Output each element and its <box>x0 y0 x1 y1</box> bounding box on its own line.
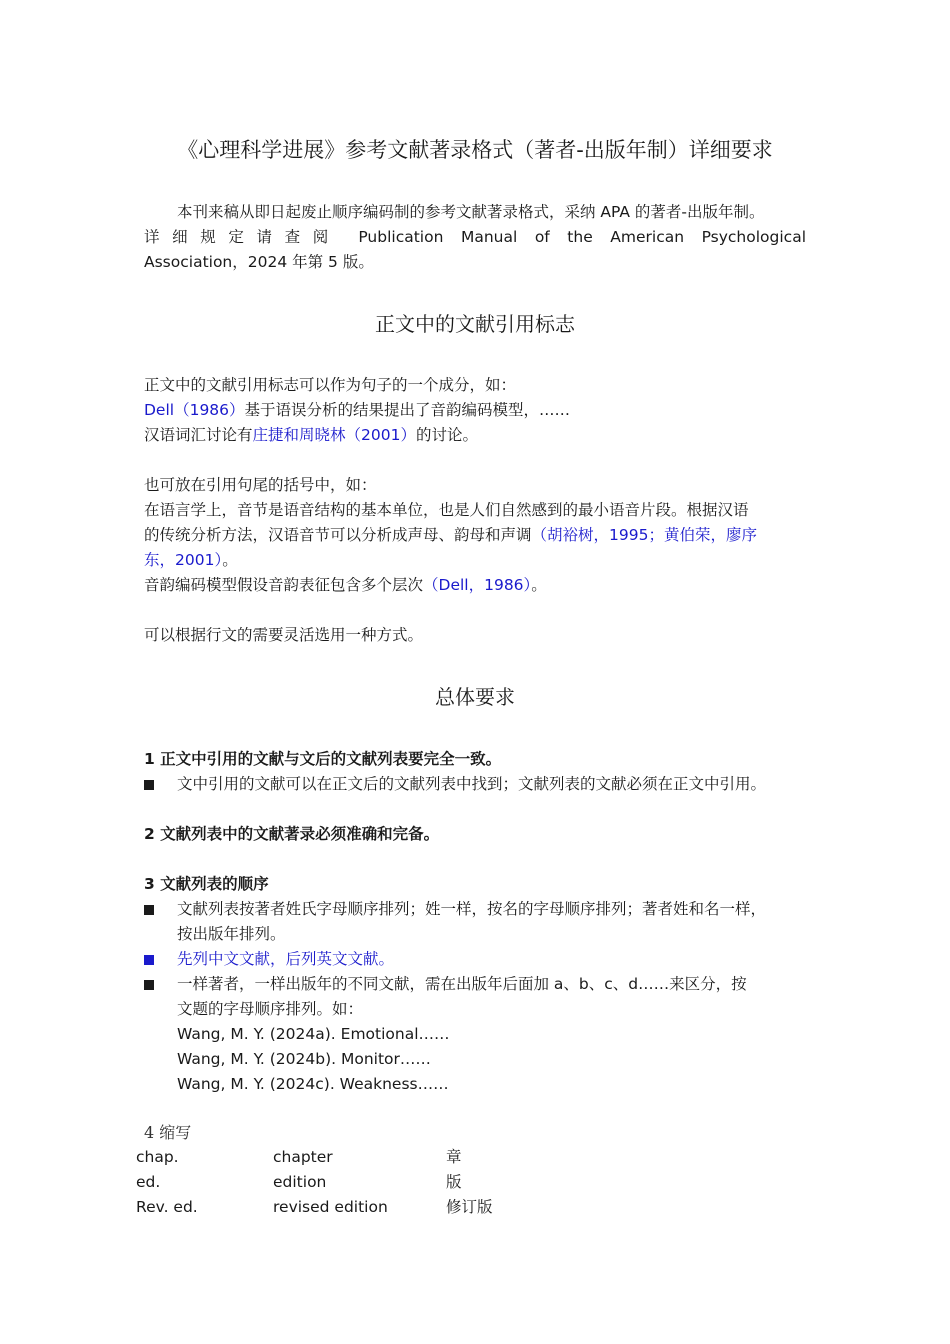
citation-hu-huang-liao-cont: 东，2001） <box>144 551 223 569</box>
example-2 <box>144 423 814 448</box>
example-2-prefix: 汉语词汇讨论有 <box>144 426 253 444</box>
example-1-text: 基于语误分析的结果提出了音韵编码模型，…… <box>244 401 571 419</box>
example-2-text: 的讨论。 <box>415 426 478 444</box>
citation-dell-1986-paren: （Dell，1986） <box>423 576 532 594</box>
abbreviation-chinese: 章 <box>446 1148 462 1166</box>
item-3-title: 3 文献列表的顺序 <box>144 875 269 893</box>
item-2-title: 2 文献列表中的文献著录必须准确和完备。 <box>144 825 440 843</box>
abbreviations-heading: 4 缩写 <box>144 1123 192 1142</box>
item-3-bullet-3 <box>144 972 814 997</box>
example-reference: Wang, M. Y. (2024a). Emotional…… <box>177 1025 450 1043</box>
square-bullet-icon <box>144 780 154 790</box>
section-heading-general: 总体要求 <box>435 685 515 709</box>
example-4 <box>144 573 814 598</box>
in-paren-intro: 也可放在引用句尾的括号中，如： <box>144 476 377 494</box>
general-section-body <box>144 747 814 1097</box>
intro-line-2: 详细规定请查阅 Publication Manual of the American Psychological <box>144 228 806 246</box>
example-3-line-1: 在语言学上，音节是语音结构的基本单位，也是人们自然感到的最小语音片段。根据汉语 <box>144 501 749 519</box>
as-component-intro: 正文中的文献引用标志可以作为句子的一个成分，如： <box>144 376 517 394</box>
abbreviation-chinese: 版 <box>446 1173 462 1191</box>
abbreviation-full: revised edition <box>273 1198 388 1216</box>
example-reference: Wang, M. Y. (2024c). Weakness…… <box>177 1075 449 1093</box>
item-3-bullet-3-cont <box>144 997 814 1022</box>
item-3-bullet-2 <box>144 947 814 972</box>
square-bullet-icon <box>144 955 154 965</box>
example-3-line-2 <box>144 523 814 548</box>
flex-note: 可以根据行文的需要灵活选用一种方式。 <box>144 626 424 644</box>
bullet-text: 按出版年排列。 <box>177 925 286 943</box>
citation-zhuang-zhou-2001: 庄捷和周晓林（2001） <box>252 426 416 444</box>
citation-hu-huang-liao: （胡裕树，1995；黄伯荣，廖序 <box>531 526 757 544</box>
intro-line-1: 本刊来稿从即日起废止顺序编码制的参考文献著录格式，采纳 APA 的著者-出版年制。 <box>177 203 765 221</box>
example-4-text: 音韵编码模型假设音韵表征包含多个层次 <box>144 576 424 594</box>
bullet-text: 文中引用的文献可以在正文后的文献列表中找到；文献列表的文献必须在正文中引用。 <box>177 775 767 793</box>
abbreviation: chap. <box>136 1148 179 1166</box>
square-bullet-icon <box>144 980 154 990</box>
citation-section-body <box>144 373 814 648</box>
item-3-example-3 <box>144 1072 814 1097</box>
abbreviation-full: chapter <box>273 1148 333 1166</box>
item-3-bullet-1 <box>144 897 814 922</box>
bullet-text: 文题的字母顺序排列。如： <box>177 1000 364 1018</box>
item-1-title: 1 正文中引用的文献与文后的文献列表要完全一致。 <box>144 750 502 768</box>
square-bullet-icon <box>144 905 154 915</box>
item-3-example-2 <box>144 1047 814 1072</box>
intro-paragraph <box>144 200 806 275</box>
bullet-text: 一样著者，一样出版年的不同文献，需在出版年后面加 a、b、c、d……来区分，按 <box>177 975 747 993</box>
item-3-example-1 <box>144 1022 814 1047</box>
example-3-line-3 <box>144 548 814 573</box>
abbreviation-chinese: 修订版 <box>446 1198 493 1216</box>
item-3-bullet-1-cont <box>144 922 814 947</box>
example-3-end: 。 <box>222 551 238 569</box>
example-3-text: 的传统分析方法，汉语音节可以分析成声母、韵母和声调 <box>144 526 532 544</box>
example-1 <box>144 398 814 423</box>
abbreviation-full: edition <box>273 1173 327 1191</box>
page-title: 《心理科学进展》参考文献著录格式（著者-出版年制）详细要求 <box>177 138 773 162</box>
bullet-text: 先列中文文献，后列英文文献。 <box>177 950 395 968</box>
example-4-end: 。 <box>531 576 547 594</box>
bullet-text: 文献列表按著者姓氏字母顺序排列；姓一样，按名的字母顺序排列；著者姓和名一样， <box>177 900 767 918</box>
abbreviation: Rev. ed. <box>136 1198 198 1216</box>
example-reference: Wang, M. Y. (2024b). Monitor…… <box>177 1050 431 1068</box>
intro-line-3: Association，2024 年第 5 版。 <box>144 253 374 271</box>
section-heading-citation: 正文中的文献引用标志 <box>375 312 575 336</box>
abbreviation: ed. <box>136 1173 161 1191</box>
citation-dell-1986: Dell（1986） <box>144 401 245 419</box>
item-1-bullet <box>144 772 814 797</box>
